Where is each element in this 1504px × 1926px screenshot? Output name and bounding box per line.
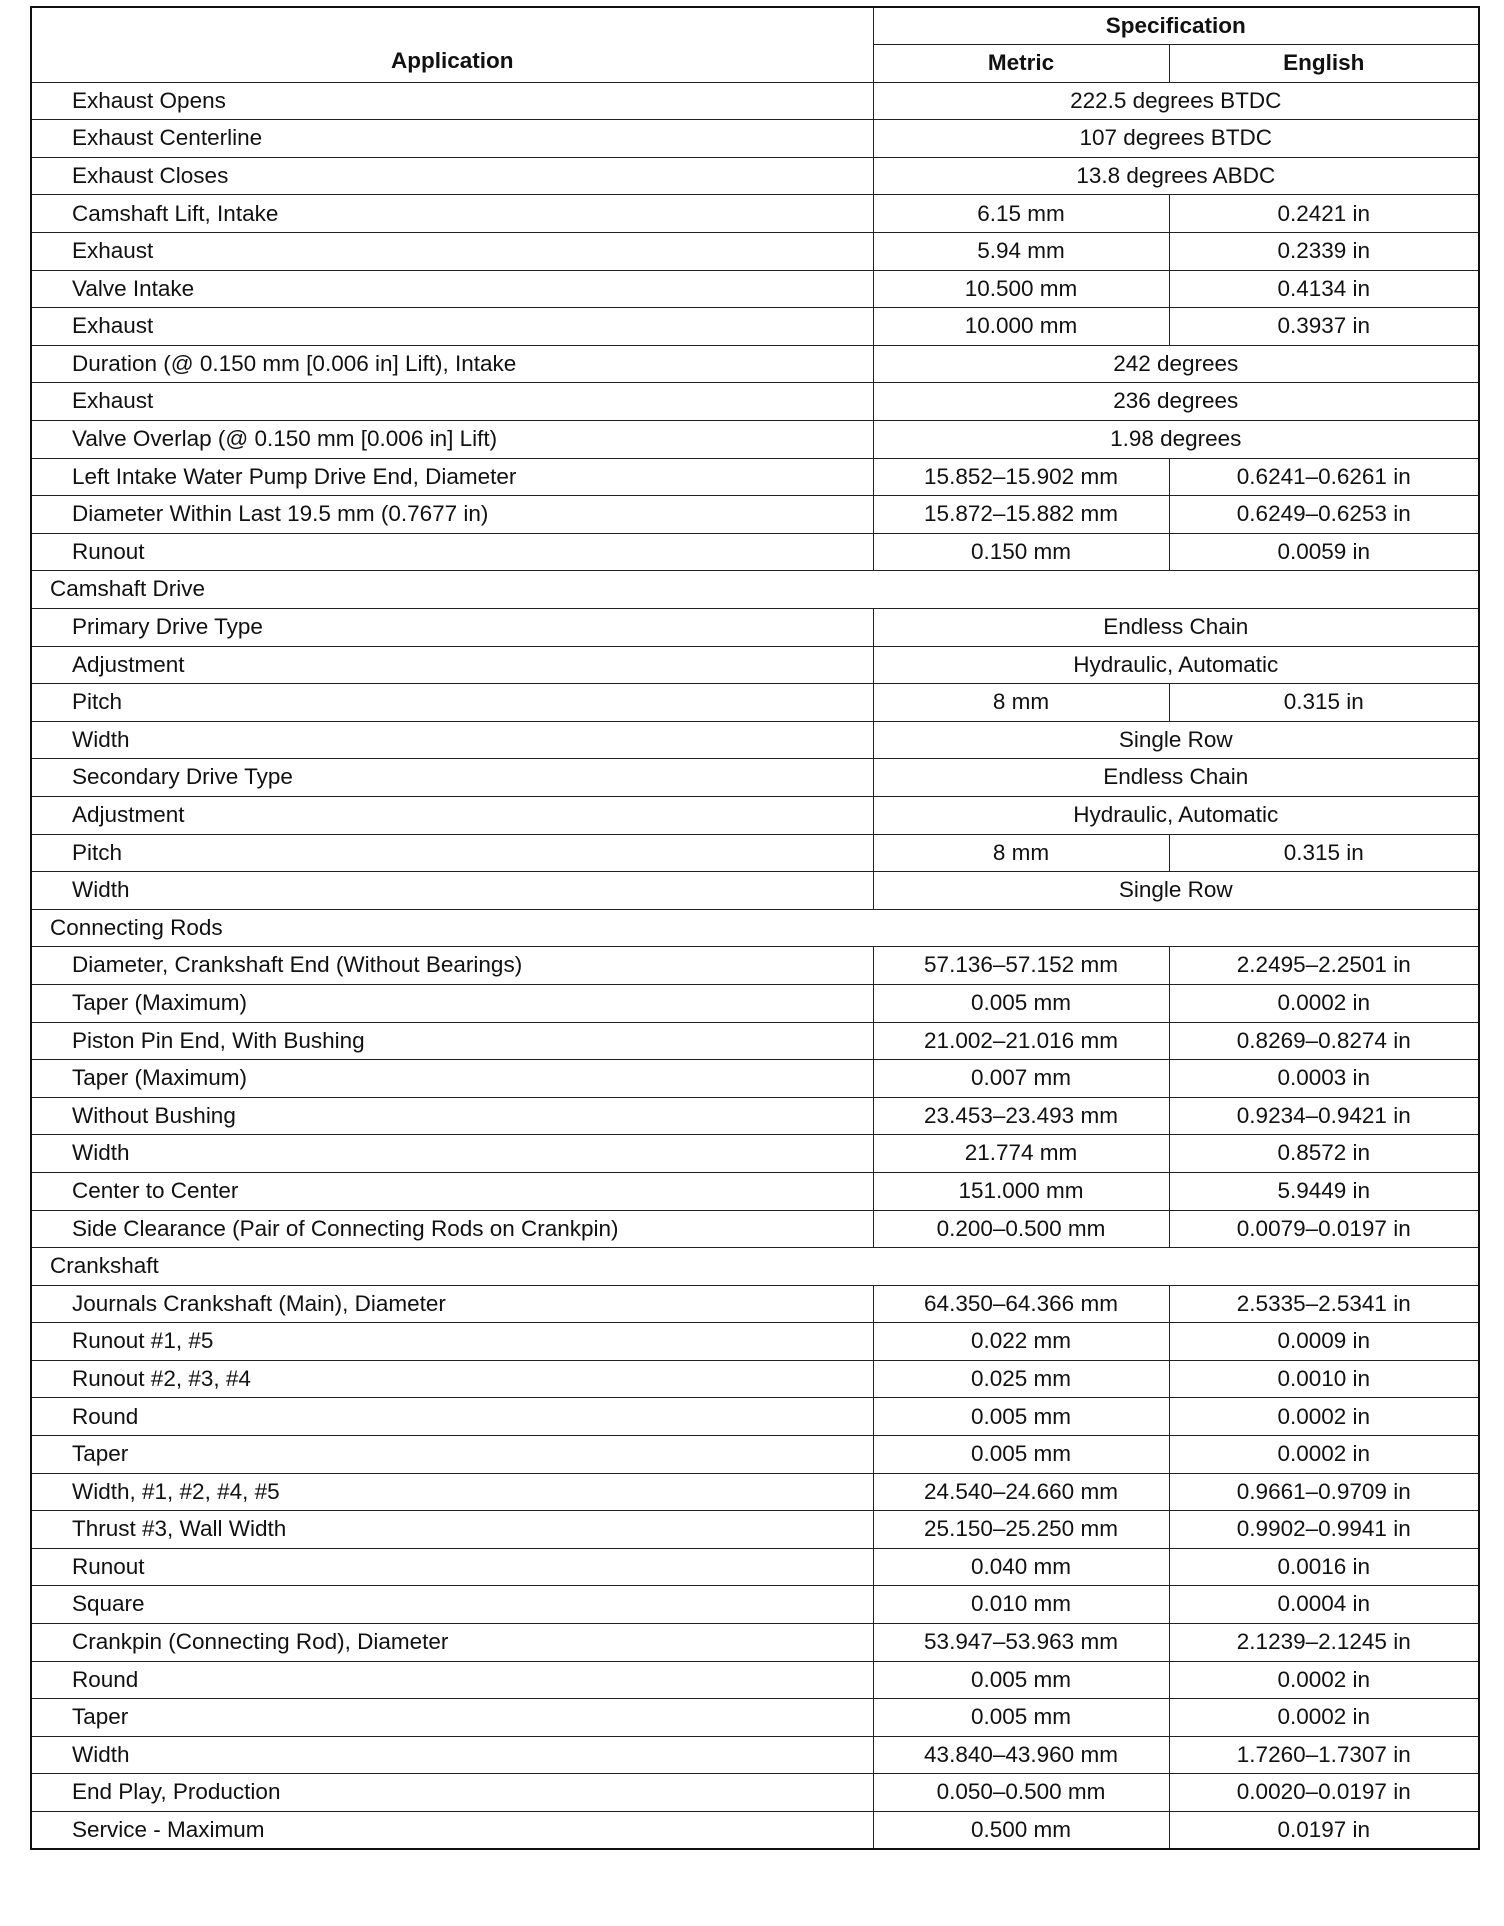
table-row (31, 458, 1479, 496)
metric-value-cell: 10.500 mm (873, 270, 1169, 308)
table-row (31, 1699, 1479, 1737)
section-heading: Crankshaft (31, 1248, 1479, 1286)
metric-value-cell: 21.774 mm (873, 1135, 1169, 1173)
table-row (31, 1812, 1479, 1850)
application-cell: Taper (Maximum) (31, 1060, 873, 1098)
table-row (31, 120, 1479, 158)
table-row (31, 1661, 1479, 1699)
table-row (31, 233, 1479, 271)
application-cell: Secondary Drive Type (31, 759, 873, 797)
application-cell: Center to Center (31, 1172, 873, 1210)
metric-header: Metric (873, 45, 1169, 83)
application-cell: Round (31, 1661, 873, 1699)
english-value-cell: 0.6249–0.6253 in (1169, 496, 1479, 534)
specification-header: Specification (873, 7, 1479, 45)
metric-value-cell: 24.540–24.660 mm (873, 1473, 1169, 1511)
application-cell: Thrust #3, Wall Width (31, 1511, 873, 1549)
table-row (31, 1586, 1479, 1624)
table-row (31, 157, 1479, 195)
english-value-cell: 0.2421 in (1169, 195, 1479, 233)
application-cell: Exhaust Centerline (31, 120, 873, 158)
english-value-cell: 0.0002 in (1169, 1398, 1479, 1436)
metric-value-cell: 0.022 mm (873, 1323, 1169, 1361)
english-value-cell: 0.0020–0.0197 in (1169, 1774, 1479, 1812)
section-heading: Camshaft Drive (31, 571, 1479, 609)
table-row (31, 1398, 1479, 1436)
table-row (31, 1736, 1479, 1774)
application-cell: Adjustment (31, 796, 873, 834)
specification-value-cell: 13.8 degrees ABDC (873, 157, 1479, 195)
section-heading: Connecting Rods (31, 909, 1479, 947)
metric-value-cell: 43.840–43.960 mm (873, 1736, 1169, 1774)
english-value-cell: 0.0016 in (1169, 1548, 1479, 1586)
specification-value-cell: 1.98 degrees (873, 421, 1479, 459)
metric-value-cell: 0.010 mm (873, 1586, 1169, 1624)
metric-value-cell: 23.453–23.493 mm (873, 1097, 1169, 1135)
english-value-cell: 0.4134 in (1169, 270, 1479, 308)
metric-value-cell: 0.200–0.500 mm (873, 1210, 1169, 1248)
specification-value-cell: Hydraulic, Automatic (873, 646, 1479, 684)
application-cell: Side Clearance (Pair of Connecting Rods on Crankpin) (31, 1210, 873, 1248)
english-value-cell: 0.0002 in (1169, 1436, 1479, 1474)
application-cell: End Play, Production (31, 1774, 873, 1812)
table-row (31, 308, 1479, 346)
application-cell: Diameter, Crankshaft End (Without Bearings) (31, 947, 873, 985)
metric-value-cell: 8 mm (873, 684, 1169, 722)
application-cell: Piston Pin End, With Bushing (31, 1022, 873, 1060)
specification-value-cell: 107 degrees BTDC (873, 120, 1479, 158)
table-row (31, 1624, 1479, 1662)
application-cell: Left Intake Water Pump Drive End, Diameter (31, 458, 873, 496)
application-cell: Runout (31, 533, 873, 571)
table-row (31, 421, 1479, 459)
application-cell: Journals Crankshaft (Main), Diameter (31, 1285, 873, 1323)
application-cell: Exhaust (31, 233, 873, 271)
table-row (31, 1135, 1479, 1173)
application-cell: Width (31, 1736, 873, 1774)
metric-value-cell: 10.000 mm (873, 308, 1169, 346)
english-value-cell: 0.2339 in (1169, 233, 1479, 271)
application-header: Application (31, 7, 873, 82)
application-cell: Valve Overlap (@ 0.150 mm [0.006 in] Lift) (31, 421, 873, 459)
metric-value-cell: 0.005 mm (873, 1699, 1169, 1737)
english-value-cell: 0.9234–0.9421 in (1169, 1097, 1479, 1135)
metric-value-cell: 0.005 mm (873, 1661, 1169, 1699)
application-cell: Width, #1, #2, #4, #5 (31, 1473, 873, 1511)
table-row (31, 1360, 1479, 1398)
application-cell: Taper (Maximum) (31, 984, 873, 1022)
application-cell: Exhaust (31, 308, 873, 346)
metric-value-cell: 0.500 mm (873, 1812, 1169, 1850)
english-value-cell: 0.0009 in (1169, 1323, 1479, 1361)
application-cell: Exhaust Opens (31, 82, 873, 120)
english-value-cell: 0.8572 in (1169, 1135, 1479, 1173)
application-cell: Pitch (31, 834, 873, 872)
english-value-cell: 2.1239–2.1245 in (1169, 1624, 1479, 1662)
table-row (31, 646, 1479, 684)
application-cell: Duration (@ 0.150 mm [0.006 in] Lift), Intake (31, 345, 873, 383)
application-cell: Taper (31, 1436, 873, 1474)
english-value-cell: 2.2495–2.2501 in (1169, 947, 1479, 985)
application-cell: Service - Maximum (31, 1812, 873, 1850)
metric-value-cell: 0.050–0.500 mm (873, 1774, 1169, 1812)
application-cell: Width (31, 1135, 873, 1173)
table-row (31, 796, 1479, 834)
table-row (31, 1548, 1479, 1586)
table-row (31, 1285, 1479, 1323)
table-row (31, 1022, 1479, 1060)
metric-value-cell: 0.025 mm (873, 1360, 1169, 1398)
table-row (31, 270, 1479, 308)
metric-value-cell: 15.852–15.902 mm (873, 458, 1169, 496)
metric-value-cell: 0.005 mm (873, 1436, 1169, 1474)
english-value-cell: 0.0002 in (1169, 1661, 1479, 1699)
application-cell: Round (31, 1398, 873, 1436)
english-header: English (1169, 45, 1479, 83)
specification-value-cell: Single Row (873, 872, 1479, 910)
english-value-cell: 5.9449 in (1169, 1172, 1479, 1210)
table-row (31, 1097, 1479, 1135)
application-cell: Valve Intake (31, 270, 873, 308)
english-value-cell: 0.0197 in (1169, 1812, 1479, 1850)
english-value-cell: 0.315 in (1169, 684, 1479, 722)
english-value-cell: 0.0002 in (1169, 984, 1479, 1022)
english-value-cell: 0.9902–0.9941 in (1169, 1511, 1479, 1549)
application-cell: Diameter Within Last 19.5 mm (0.7677 in) (31, 496, 873, 534)
section-row (31, 1248, 1479, 1286)
english-value-cell: 0.0010 in (1169, 1360, 1479, 1398)
english-value-cell: 0.0002 in (1169, 1699, 1479, 1737)
english-value-cell: 0.9661–0.9709 in (1169, 1473, 1479, 1511)
metric-value-cell: 25.150–25.250 mm (873, 1511, 1169, 1549)
application-cell: Pitch (31, 684, 873, 722)
table-row (31, 834, 1479, 872)
metric-value-cell: 0.007 mm (873, 1060, 1169, 1098)
table-row (31, 345, 1479, 383)
table-row (31, 721, 1479, 759)
application-cell: Width (31, 872, 873, 910)
metric-value-cell: 0.005 mm (873, 984, 1169, 1022)
table-row (31, 1172, 1479, 1210)
metric-value-cell: 53.947–53.963 mm (873, 1624, 1169, 1662)
application-cell: Camshaft Lift, Intake (31, 195, 873, 233)
section-row (31, 571, 1479, 609)
specification-value-cell: Endless Chain (873, 759, 1479, 797)
metric-value-cell: 151.000 mm (873, 1172, 1169, 1210)
table-row (31, 195, 1479, 233)
table-header (31, 7, 1479, 82)
english-value-cell: 0.3937 in (1169, 308, 1479, 346)
metric-value-cell: 0.040 mm (873, 1548, 1169, 1586)
table-row (31, 1210, 1479, 1248)
table-row (31, 1774, 1479, 1812)
table-row (31, 82, 1479, 120)
table-row (31, 609, 1479, 647)
table-row (31, 1436, 1479, 1474)
metric-value-cell: 6.15 mm (873, 195, 1169, 233)
application-cell: Exhaust Closes (31, 157, 873, 195)
english-value-cell: 0.6241–0.6261 in (1169, 458, 1479, 496)
specification-value-cell: Hydraulic, Automatic (873, 796, 1479, 834)
english-value-cell: 2.5335–2.5341 in (1169, 1285, 1479, 1323)
application-cell: Adjustment (31, 646, 873, 684)
application-cell: Width (31, 721, 873, 759)
english-value-cell: 0.0004 in (1169, 1586, 1479, 1624)
metric-value-cell: 0.150 mm (873, 533, 1169, 571)
english-value-cell: 1.7260–1.7307 in (1169, 1736, 1479, 1774)
section-row (31, 909, 1479, 947)
table-row (31, 1323, 1479, 1361)
application-cell: Square (31, 1586, 873, 1624)
application-cell: Runout #1, #5 (31, 1323, 873, 1361)
english-value-cell: 0.0059 in (1169, 533, 1479, 571)
metric-value-cell: 8 mm (873, 834, 1169, 872)
english-value-cell: 0.8269–0.8274 in (1169, 1022, 1479, 1060)
table-row (31, 1473, 1479, 1511)
specification-value-cell: Single Row (873, 721, 1479, 759)
table-row (31, 984, 1479, 1022)
specification-value-cell: 222.5 degrees BTDC (873, 82, 1479, 120)
metric-value-cell: 57.136–57.152 mm (873, 947, 1169, 985)
metric-value-cell: 21.002–21.016 mm (873, 1022, 1169, 1060)
header-row-top (31, 7, 1479, 45)
table-row (31, 684, 1479, 722)
metric-value-cell: 5.94 mm (873, 233, 1169, 271)
table-row (31, 759, 1479, 797)
table-row (31, 533, 1479, 571)
metric-value-cell: 0.005 mm (873, 1398, 1169, 1436)
english-value-cell: 0.0079–0.0197 in (1169, 1210, 1479, 1248)
application-cell: Crankpin (Connecting Rod), Diameter (31, 1624, 873, 1662)
table-row (31, 1511, 1479, 1549)
table-body (31, 82, 1479, 1849)
english-value-cell: 0.315 in (1169, 834, 1479, 872)
table-row (31, 496, 1479, 534)
specification-value-cell: 236 degrees (873, 383, 1479, 421)
table-row (31, 947, 1479, 985)
english-value-cell: 0.0003 in (1169, 1060, 1479, 1098)
table-row (31, 1060, 1479, 1098)
metric-value-cell: 64.350–64.366 mm (873, 1285, 1169, 1323)
application-cell: Runout (31, 1548, 873, 1586)
application-cell: Primary Drive Type (31, 609, 873, 647)
application-cell: Without Bushing (31, 1097, 873, 1135)
table-row (31, 383, 1479, 421)
specification-value-cell: 242 degrees (873, 345, 1479, 383)
specification-value-cell: Endless Chain (873, 609, 1479, 647)
specification-table (30, 6, 1480, 1850)
application-cell: Runout #2, #3, #4 (31, 1360, 873, 1398)
table-row (31, 872, 1479, 910)
application-cell: Exhaust (31, 383, 873, 421)
metric-value-cell: 15.872–15.882 mm (873, 496, 1169, 534)
application-cell: Taper (31, 1699, 873, 1737)
